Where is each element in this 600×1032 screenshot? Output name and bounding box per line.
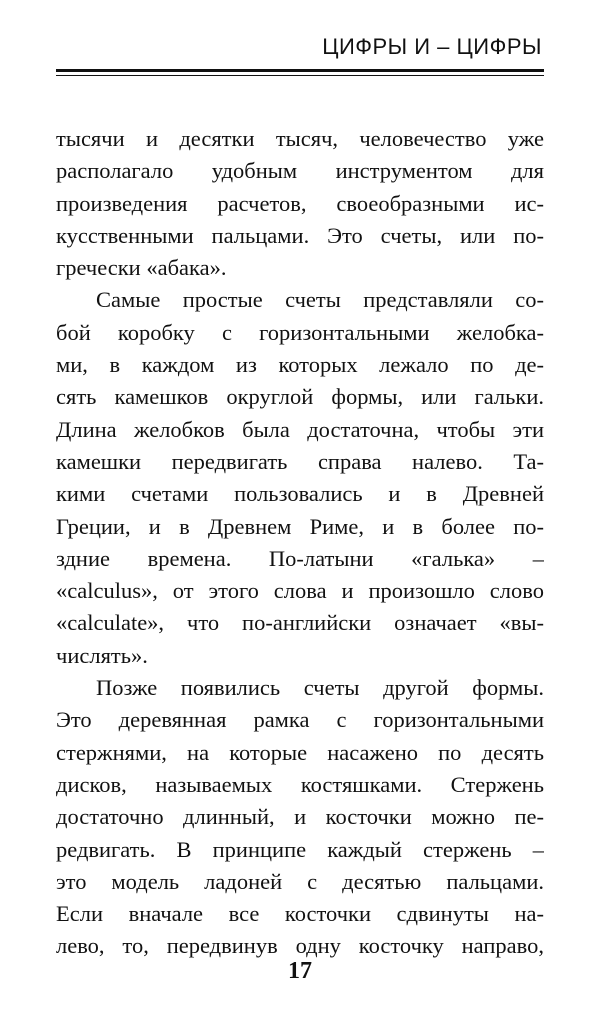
text-line: кими счетами пользовались и в Древней [56, 481, 544, 507]
text-line: бой коробку с горизонтальными желобка- [56, 319, 544, 345]
header-rule-thin [56, 75, 544, 76]
text-line: числять». [56, 642, 148, 668]
text-line: это модель ладоней с десятью пальцами. [56, 868, 544, 894]
text-line: располагало удобным инструментом для [56, 158, 544, 184]
header-rule-thick [56, 69, 544, 72]
text-line: Греции, и в Древнем Риме, и в более по- [56, 513, 544, 539]
text-line: Позже появились счеты другой формы. [96, 675, 544, 701]
text-line: здние времена. По-латыни «галька» – [56, 545, 544, 571]
page-number: 17 [288, 958, 312, 984]
text-line: Это деревянная рамка с горизонтальными [56, 707, 544, 733]
text-line: «calculus», от этого слова и произошло слово [56, 578, 544, 604]
body-text [56, 123, 544, 963]
text-line: гречески «абака». [56, 255, 227, 281]
text-line: кусственными пальцами. Это счеты, или по- [56, 222, 544, 248]
text-line: ми, в каждом из которых лежало по де- [56, 352, 544, 378]
text-line: дисков, называемых костяшками. Стержень [56, 771, 544, 797]
text-line: стержнями, на которые насажено по десять [56, 739, 544, 765]
text-line: Длина желобков была достаточна, чтобы эти [56, 416, 544, 442]
text-line: редвигать. В принципе каждый стержень – [56, 836, 544, 862]
running-head: ЦИФРЫ И – ЦИФРЫ [322, 34, 542, 59]
text-line: произведения расчетов, своеобразными ис- [56, 190, 544, 216]
text-line: достаточно длинный, и косточки можно пе- [56, 804, 544, 830]
text-line: камешки передвигать справа налево. Та- [56, 448, 544, 474]
text-line: Самые простые счеты представляли со- [96, 287, 544, 313]
text-line: тысячи и десятки тысяч, человечество уже [56, 126, 544, 151]
text-line: сять камешков округлой формы, или гальки. [56, 384, 544, 410]
text-line: лево, то, передвинув одну косточку направо, [56, 933, 544, 959]
text-line: «calculate», что по-английски означает «вы- [56, 610, 544, 636]
text-line: Если вначале все косточки сдвинуты на- [56, 901, 544, 927]
